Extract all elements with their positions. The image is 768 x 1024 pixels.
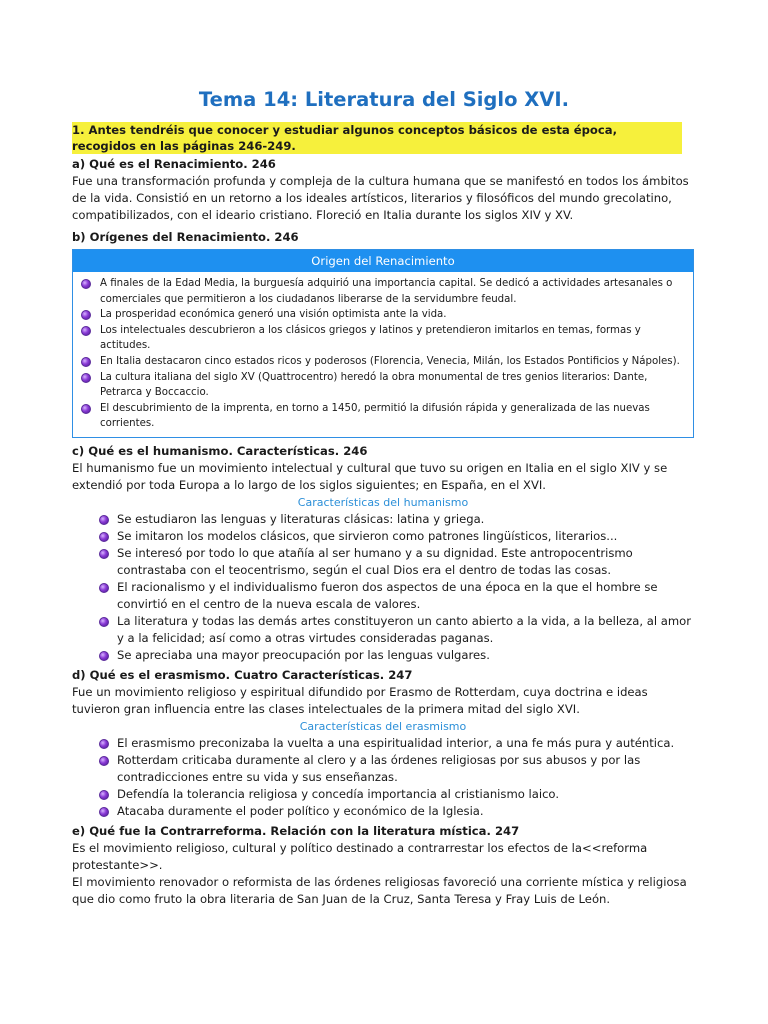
erasmism-subheading: Características del erasmismo — [299, 719, 467, 733]
list-item-text: Rotterdam criticaba duramente al clero y a las órdenes religiosas por sus abusos y por las contradicciones entre su vida y sus enseñanzas. — [117, 752, 641, 784]
list-item-text: Se interesó por todo lo que atañía al ser humano y a su dignidad. Este antropocentrismo contrastaba con el teocentrismo, según el cual Dios era el dentro de todas las cosas. — [117, 545, 633, 577]
intro-highlight: 1. Antes tendréis que conocer y estudiar algunos conceptos básicos de esta época, recogidos en las páginas 246-249. — [72, 123, 617, 153]
list-item — [100, 401, 685, 432]
bullet-icon — [99, 739, 109, 749]
section-b-heading: b) Orígenes del Renacimiento. 246 — [72, 230, 299, 244]
list-item — [117, 786, 694, 803]
bullet-icon — [99, 651, 109, 661]
list-item — [117, 545, 694, 579]
list-item-text: Se imitaron los modelos clásicos, que sirvieron como patrones lingüísticos, literarios... — [117, 528, 618, 543]
origin-list — [73, 276, 693, 432]
section-d-heading: d) Qué es el erasmismo. Cuatro Características. 247 — [72, 667, 413, 682]
bullet-icon — [81, 326, 91, 336]
bullet-icon — [81, 357, 91, 367]
bullet-icon — [99, 790, 109, 800]
bullet-icon — [81, 310, 91, 320]
list-item — [100, 354, 685, 370]
list-item — [117, 647, 694, 664]
list-item-text: La cultura italiana del siglo XV (Quattrocentro) heredó la obra monumental de tres genios literarios: Dante, Petrarca y Boccaccio. — [100, 371, 648, 399]
bullet-icon — [81, 373, 91, 383]
bullet-icon — [99, 583, 109, 593]
section-c-heading: c) Qué es el humanismo. Características. 246 — [72, 443, 368, 458]
section-a-heading: a) Qué es el Renacimiento. 246 — [72, 157, 276, 171]
list-item-text: Atacaba duramente el poder político y económico de la Iglesia. — [117, 803, 484, 818]
intro-paragraph — [72, 122, 682, 154]
origin-box — [72, 249, 694, 438]
list-item-text: La prosperidad económica generó una visión optimista ante la vida. — [100, 309, 447, 321]
list-item — [117, 511, 694, 528]
section-a-body: Fue una transformación profunda y compleja de la cultura humana que se manifestó en todos los ámbitos de la vida. Consistió en un retorno a los ideales artísticos, literarios y filosóficos del mundo grecolatino, compatibilizados, con el ideario cristiano. Floreció en Italia durante los siglos XIV y XV. — [72, 174, 689, 222]
document-content — [72, 122, 694, 908]
bullet-icon — [99, 515, 109, 525]
bullet-icon — [99, 549, 109, 559]
section-d-body: Fue un movimiento religioso y espiritual difundido por Erasmo de Rotterdam, cuya doctrina e ideas tuvieron gran influencia entre las clases intelectuales de la primera mitad del siglo XVI. — [72, 684, 648, 716]
section-e-heading: e) Qué fue la Contrarreforma. Relación con la literatura mística. 247 — [72, 823, 520, 838]
bullet-icon — [99, 617, 109, 627]
bullet-icon — [81, 279, 91, 289]
list-item-text: El racionalismo y el individualismo fueron dos aspectos de una época en la que el hombre se convirtió en el centro de la nueva escala de valores. — [117, 579, 658, 611]
humanism-list — [72, 511, 694, 664]
list-item-text: La literatura y todas las demás artes constituyeron un canto abierto a la vida, a la belleza, al amor y a la felicidad; así como a otras virtudes consideradas paganas. — [117, 613, 692, 645]
origin-box-title: Origen del Renacimiento — [73, 250, 693, 272]
list-item — [100, 323, 685, 354]
list-item — [100, 370, 685, 401]
list-item — [117, 752, 694, 786]
humanism-subheading: Características del humanismo — [297, 495, 469, 509]
section-e-body-1: Es el movimiento religioso, cultural y político destinado a contrarrestar los efectos de la<<reforma protestante>>. — [72, 840, 648, 872]
bullet-icon — [99, 532, 109, 542]
bullet-icon — [81, 404, 91, 414]
list-item-text: El descubrimiento de la imprenta, en torno a 1450, permitió la difusión rápida y generalizada de las nuevas corrientes. — [100, 402, 650, 430]
list-item-text: El erasmismo preconizaba la vuelta a una espiritualidad interior, a una fe más pura y auténtica. — [117, 735, 675, 750]
list-item — [117, 528, 694, 545]
list-item-text: A finales de la Edad Media, la burguesía adquirió una importancia capital. Se dedicó a actividades artesanales o comerciales que permitieron a los ciudadanos liberarse de la servidumbre feudal. — [100, 278, 673, 305]
list-item-text: Se estudiaron las lenguas y literaturas clásicas: latina y griega. — [117, 511, 485, 526]
list-item-text: Los intelectuales descubrieron a los clásicos griegos y latinos y pretendieron imitarlos en temas, formas y actitudes. — [100, 324, 641, 352]
page-title: Tema 14: Literatura del Siglo XVI. — [198, 88, 570, 111]
list-item-text: En Italia destacaron cinco estados ricos y poderosos (Florencia, Venecia, Milán, los Estados Pontificios y Nápoles). — [100, 355, 680, 367]
list-item — [117, 579, 694, 613]
list-item — [117, 613, 694, 647]
list-item — [117, 735, 694, 752]
list-item-text: Se apreciaba una mayor preocupación por las lenguas vulgares. — [117, 647, 490, 662]
bullet-icon — [99, 807, 109, 817]
list-item — [117, 803, 694, 820]
list-item-text: Defendía la tolerancia religiosa y concedía importancia al cristianismo laico. — [117, 786, 560, 801]
list-item — [100, 276, 685, 307]
list-item — [100, 307, 685, 323]
section-e-body-2: El movimiento renovador o reformista de las órdenes religiosas favoreció una corriente mística y religiosa que dio como fruto la obra literaria de San Juan de la Cruz, Santa Teresa y Fray Luis de León. — [72, 874, 687, 906]
section-c-body: El humanismo fue un movimiento intelectual y cultural que tuvo su origen en Italia en el siglo XIV y se extendió por toda Europa a lo largo de los siglos siguientes; en España, en el XVI. — [72, 460, 668, 492]
bullet-icon — [99, 756, 109, 766]
erasmism-list — [72, 735, 694, 820]
